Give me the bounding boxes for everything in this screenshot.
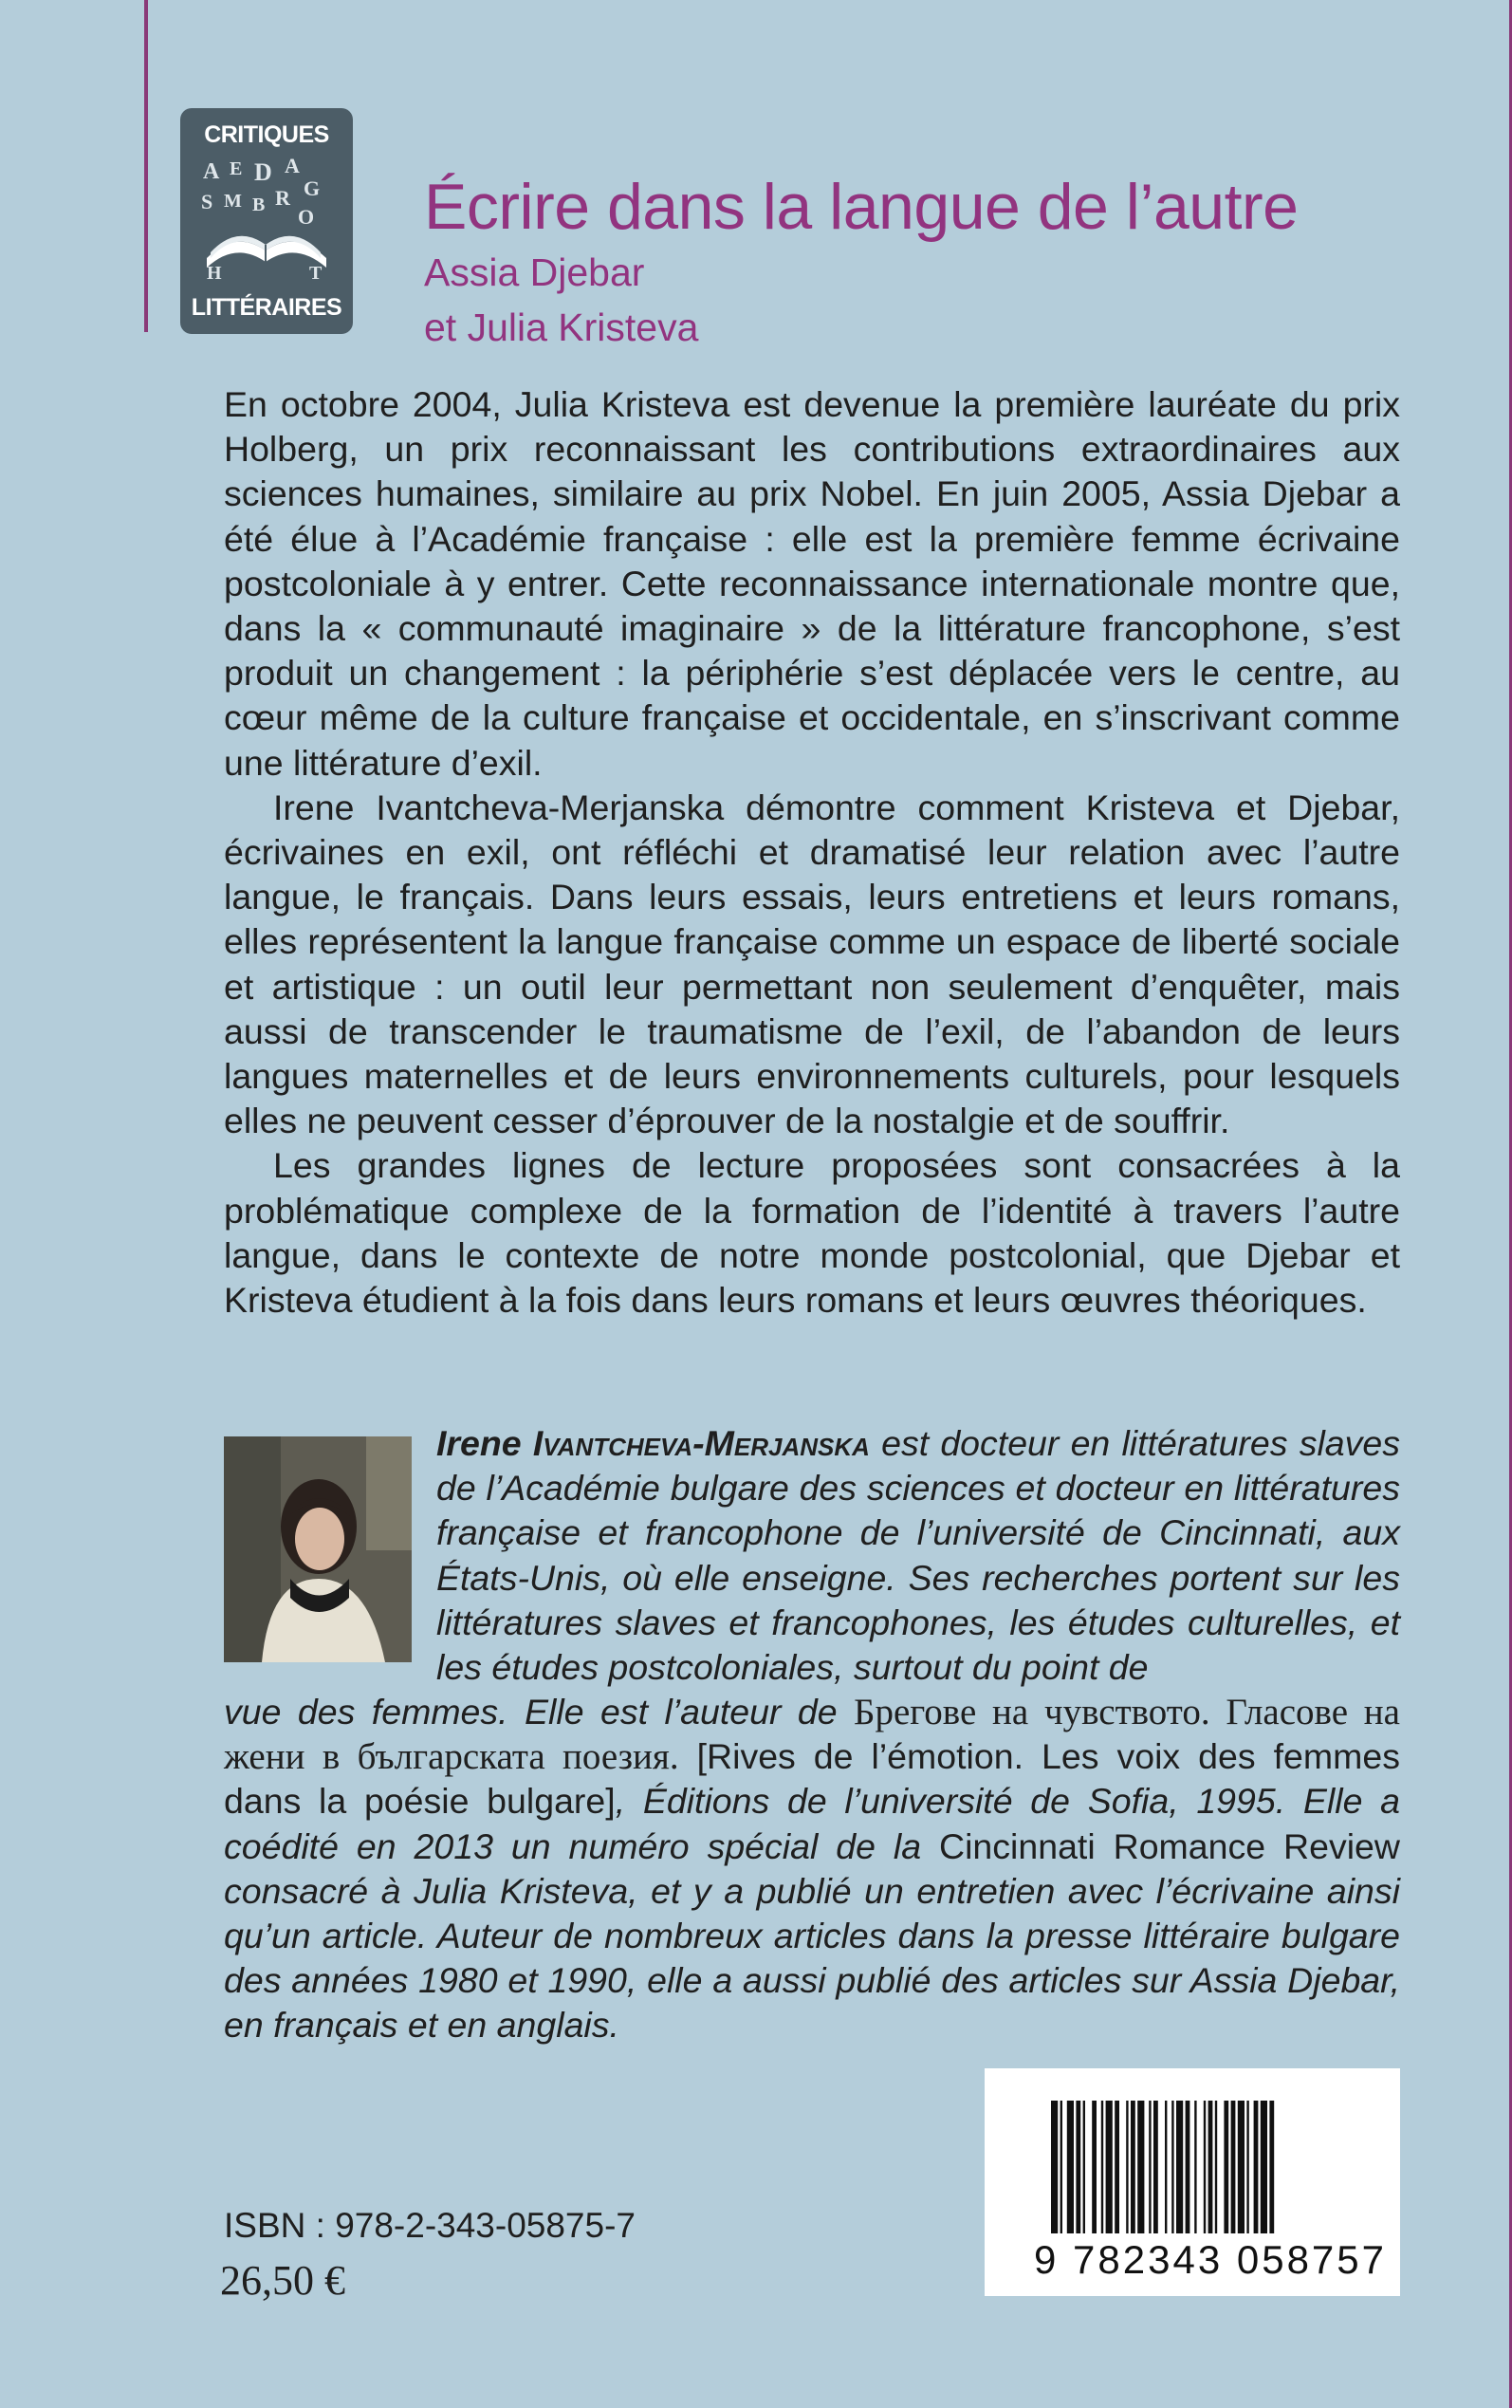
bulgarian-book-title: Брегове на чувството. Гласове на жени в българската поезия. [224,1692,1400,1778]
series-logo [180,108,353,334]
bio-text-part3: , Éditions de l’université de Sofia, 1995. Elle a coédité en 2013 un numéro spécial de la [224,1781,1401,1866]
bio-text-part2: vue des femmes. Elle est l’auteur de [224,1692,855,1732]
svg-text:M: M [224,191,242,212]
summary-text [224,382,1400,1323]
author-photo [224,1436,412,1662]
barcode-number: 9 782343 058757 [1034,2237,1387,2282]
open-book-icon [197,154,336,288]
svg-text:G: G [304,176,321,200]
journal-title: Cincinnati Romance Review [939,1825,1400,1866]
svg-text:R: R [275,186,290,210]
svg-text:T: T [309,263,323,284]
summary-paragraph: Les grandes lignes de lecture proposées sont consacrées à la problématique complexe de la formation de l’identité à travers l’autre langue, dans le contexte de notre monde postcolonial, que Djebar et Kristeva étudient à la fois dans leurs romans et leurs œuvres théoriques. [224,1145,1400,1321]
svg-text:O: O [298,205,315,229]
svg-text:A: A [203,159,220,184]
author-bio-intro [436,1421,1400,1690]
title-block [424,169,1298,355]
author-last-name: Ivantcheva-Merjanska [532,1423,870,1463]
barcode-bars [1051,2101,1336,2243]
svg-text:S: S [201,190,213,213]
author-first-name: Irene [436,1423,522,1463]
svg-text:A: A [285,154,300,177]
author-bio-continued [224,1690,1400,2048]
barcode [985,2068,1400,2296]
svg-text:B: B [252,194,266,215]
subtitle-line-1: Assia Djebar [424,250,645,294]
accent-vertical-line [144,0,148,332]
svg-text:H: H [207,263,222,284]
bio-text-part4: consacré à Julia Kristeva, et y a publié un entretien avec l’écrivaine ainsi qu’un article. Auteur de nombreux articles dans la presse littéraire bulgare des années 1980 et 1990, elle a aussi publié des articles sur Assia Djebar, en français et en anglais. [224,1870,1400,2046]
svg-text:E: E [230,158,243,179]
summary-paragraph: En octobre 2004, Julia Kristeva est devenue la première lauréate du prix Holberg, un prix reconnaissant les contributions extraordinaires aux sciences humaines, similaire au prix Nobel. En juin 2005, Assia Djebar a été élue à l’Académie française : elle est la première femme écrivaine postcoloniale à y entrer. Cette reconnaissance internationale montre que, dans la « communauté imaginaire » de la littérature francophone, s’est produit un changement : la périphérie s’est déplacée vers le centre, au cœur même de la culture française et occidentale, en s’inscrivant comme une littérature d’exil. [224,384,1400,783]
bio-text-part1: est docteur en littératures slaves de l’Académie bulgare des sciences et docteur en littératures française et francophone de l’université de Cincinnati, aux États-Unis, où elle enseigne. Ses recherches portent sur les littératures slaves et francophones, les études culturelles, et les études postcoloniales, surtout du point de [436,1423,1400,1688]
summary-paragraph: Irene Ivantcheva-Merjanska démontre comment Kristeva et Djebar, écrivaines en exil, ont réfléchi et dramatisé leur relation avec l’autre langue, le français. Dans leurs essais, leurs entretiens et leurs romans, elles représentent la langue française comme un espace de liberté sociale et artistique : un outil leur permettant non seulement d’enquêter, mais aussi de transcender le traumatisme de l’exil, de l’abandon de leurs langues maternelles et de leurs environnements culturels, pour lesquels elles ne peuvent cesser d’éprouver de la nostalgie et de souffrir. [224,787,1400,1141]
subtitle-line-2: et Julia Kristeva [424,306,699,349]
svg-text:D: D [254,158,272,186]
price: 26,50 € [220,2257,345,2304]
series-logo-bottom-label: LITTÉRAIRES [191,294,342,321]
book-title: Écrire dans la langue de l’autre [424,171,1299,243]
series-logo-top-label: CRITIQUES [204,121,329,148]
book-title-translation: [Rives de l’émotion. Les voix des femmes dans la poésie bulgare] [224,1736,1400,1822]
isbn: ISBN : 978-2-343-05875-7 [224,2206,636,2245]
